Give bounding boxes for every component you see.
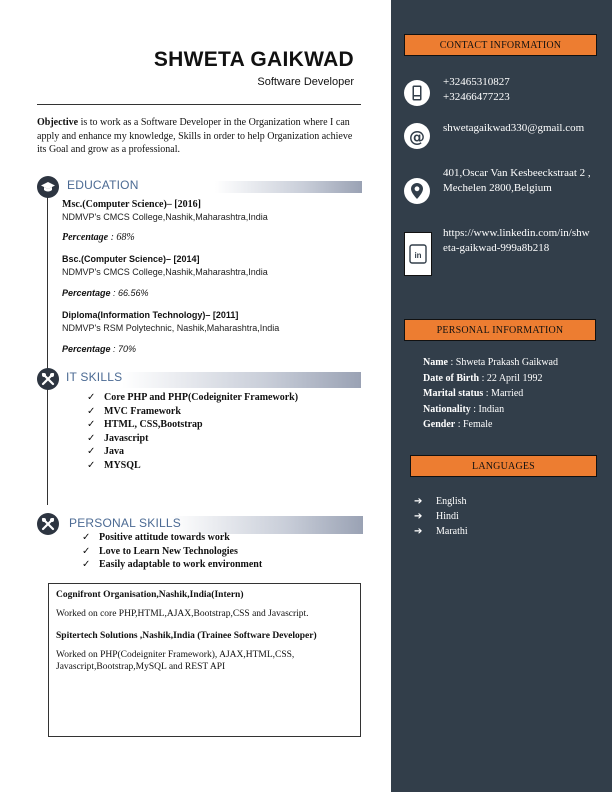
languages-list xyxy=(414,494,468,539)
contact-header: CONTACT INFORMATION xyxy=(404,34,597,56)
edu-percentage-value-1: : 68% xyxy=(108,232,135,243)
info-value: : Indian xyxy=(470,403,505,415)
checkmark-icon: ✓ xyxy=(87,432,96,444)
edu-percentage-2 xyxy=(62,288,149,298)
it-skills-bar xyxy=(122,372,361,388)
languages-header: LANGUAGES xyxy=(410,455,597,477)
info-row-name xyxy=(423,355,558,371)
edu-institution-1: NDMVP's CMCS College,Nashik,Maharashtra,India xyxy=(62,212,268,222)
experience-company-1: Cognifront Organisation,Nashik,India(Intern) xyxy=(56,590,244,600)
it-skills-header xyxy=(37,368,362,392)
it-skill-label: Java xyxy=(104,446,124,457)
edu-percentage-3 xyxy=(62,344,136,354)
timeline-line xyxy=(47,195,48,505)
graduation-cap-icon xyxy=(37,176,59,198)
personal-skill-item xyxy=(82,558,262,572)
it-skill-item xyxy=(87,445,298,459)
info-label: Date of Birth xyxy=(423,372,480,384)
info-label: Marital status xyxy=(423,388,484,399)
postal-address: 401,Oscar Van Kesbeeckstraat 2 ,Mechelen 2800,Belgium xyxy=(443,167,591,194)
personal-skills-list xyxy=(82,531,262,572)
info-value: : Female xyxy=(455,419,493,430)
checkmark-icon: ✓ xyxy=(87,446,96,457)
it-skill-item xyxy=(87,418,298,432)
personal-skill-label: Easily adaptable to work environment xyxy=(99,559,263,570)
objective-paragraph xyxy=(37,116,361,157)
edu-degree-1: Msc.(Computer Science)– [2016] xyxy=(62,199,201,210)
personal-skill-item xyxy=(82,531,262,545)
tools-icon xyxy=(37,368,59,390)
info-value: : Shweta Prakash Gaikwad xyxy=(448,357,558,368)
checkmark-icon: ✓ xyxy=(82,559,91,570)
linkedin-url[interactable]: https://www.linkedin.com/in/shweta-gaikwad-999a8b218 xyxy=(443,227,590,254)
edu-percentage-value-2: : 66.56% xyxy=(110,288,149,298)
candidate-role: Software Developer xyxy=(257,76,354,88)
edu-degree-3: Diploma(Information Technology)– [2011] xyxy=(62,310,239,320)
language-item xyxy=(414,509,468,524)
info-row-marital xyxy=(423,386,558,402)
it-skill-label: HTML, CSS,Bootstrap xyxy=(104,419,203,430)
info-label: Nationality xyxy=(423,403,471,415)
email-address: shwetagaikwad330@gmail.com xyxy=(443,122,585,134)
arrow-right-icon: ➔ xyxy=(414,511,423,522)
objective-text: is to work as a Software Developer in the Organization where I can apply and enhance my knowledge, Skills in order to help Organization achieve its Goal and grow as a professional. xyxy=(37,117,353,155)
it-skill-label: Core PHP and PHP(Codeigniter Framework) xyxy=(104,392,299,403)
svg-text:in: in xyxy=(414,251,422,260)
it-skill-item xyxy=(87,391,298,405)
edu-institution-2: NDMVP's CMCS College,Nashik,Maharashtra,India xyxy=(62,267,268,277)
phone-number-2: +32466477223 xyxy=(443,91,510,103)
experience-box xyxy=(48,583,361,737)
personal-info-list xyxy=(423,355,558,433)
edu-percentage-1 xyxy=(62,232,135,243)
edu-percentage-value-3: : 70% xyxy=(110,344,137,354)
education-header xyxy=(37,175,362,199)
language-label: Hindi xyxy=(436,511,459,522)
info-value: : 22 April 1992 xyxy=(479,372,543,384)
phone-number-1: +32465310827 xyxy=(443,76,510,88)
checkmark-icon: ✓ xyxy=(82,532,91,543)
personal-skill-label: Positive attitude towards work xyxy=(99,532,230,543)
it-skill-label: MVC Framework xyxy=(104,405,181,417)
location-pin-icon xyxy=(404,178,430,204)
personal-skill-label: Love to Learn New Technologies xyxy=(99,545,238,557)
language-label: English xyxy=(436,496,467,507)
info-value: : Married xyxy=(483,388,524,399)
info-label: Gender xyxy=(423,419,456,430)
experience-description-1: Worked on core PHP,HTML,AJAX,Bootstrap,CSS and Javascript. xyxy=(56,608,309,619)
arrow-right-icon: ➔ xyxy=(414,496,423,507)
personal-skills-title: PERSONAL SKILLS xyxy=(69,516,181,530)
it-skill-label: MYSQL xyxy=(104,459,141,471)
experience-company-2: Spitertech Solutions ,Nashik,India (Trainee Software Developer) xyxy=(56,631,317,641)
checkmark-icon: ✓ xyxy=(87,459,96,471)
checkmark-icon: ✓ xyxy=(87,392,96,403)
it-skills-list xyxy=(87,391,298,472)
education-title: EDUCATION xyxy=(67,178,139,192)
phone-icon xyxy=(404,80,430,106)
info-row-gender xyxy=(423,417,558,433)
info-label: Name xyxy=(423,357,448,368)
language-label: Marathi xyxy=(436,526,468,537)
edu-percentage-label-2: Percentage xyxy=(62,288,111,298)
personal-skill-item xyxy=(82,545,262,559)
it-skills-title: IT SKILLS xyxy=(66,370,123,384)
language-item xyxy=(414,524,468,539)
info-row-dob xyxy=(423,371,558,387)
candidate-name: SHWETA GAIKWAD xyxy=(153,48,354,71)
experience-description-2: Worked on PHP(Codeigniter Framework), AJAX,HTML,CSS, Javascript,Bootstrap,MySQL and REST API xyxy=(56,649,295,672)
checkmark-icon: ✓ xyxy=(87,405,96,417)
header-divider xyxy=(37,104,361,105)
it-skill-item xyxy=(87,459,298,473)
info-row-nationality xyxy=(423,402,558,418)
objective-label: Objective xyxy=(37,117,79,128)
arrow-right-icon: ➔ xyxy=(414,526,423,537)
edu-degree-2: Bsc.(Computer Science)– [2014] xyxy=(62,254,200,264)
email-icon: @ xyxy=(404,123,430,149)
tools-icon xyxy=(37,513,59,535)
checkmark-icon: ✓ xyxy=(82,545,91,557)
edu-percentage-label-3: Percentage xyxy=(62,344,111,354)
education-bar xyxy=(215,181,362,193)
it-skill-label: Javascript xyxy=(104,432,149,444)
edu-percentage-label-1: Percentage xyxy=(62,232,109,243)
checkmark-icon: ✓ xyxy=(87,419,96,430)
personal-info-header: PERSONAL INFORMATION xyxy=(404,319,596,341)
it-skill-item xyxy=(87,405,298,419)
linkedin-icon xyxy=(404,232,432,276)
it-skill-item xyxy=(87,432,298,446)
language-item xyxy=(414,494,468,509)
edu-institution-3: NDMVP's RSM Polytechnic, Nashik,Maharashtra,India xyxy=(62,323,280,333)
